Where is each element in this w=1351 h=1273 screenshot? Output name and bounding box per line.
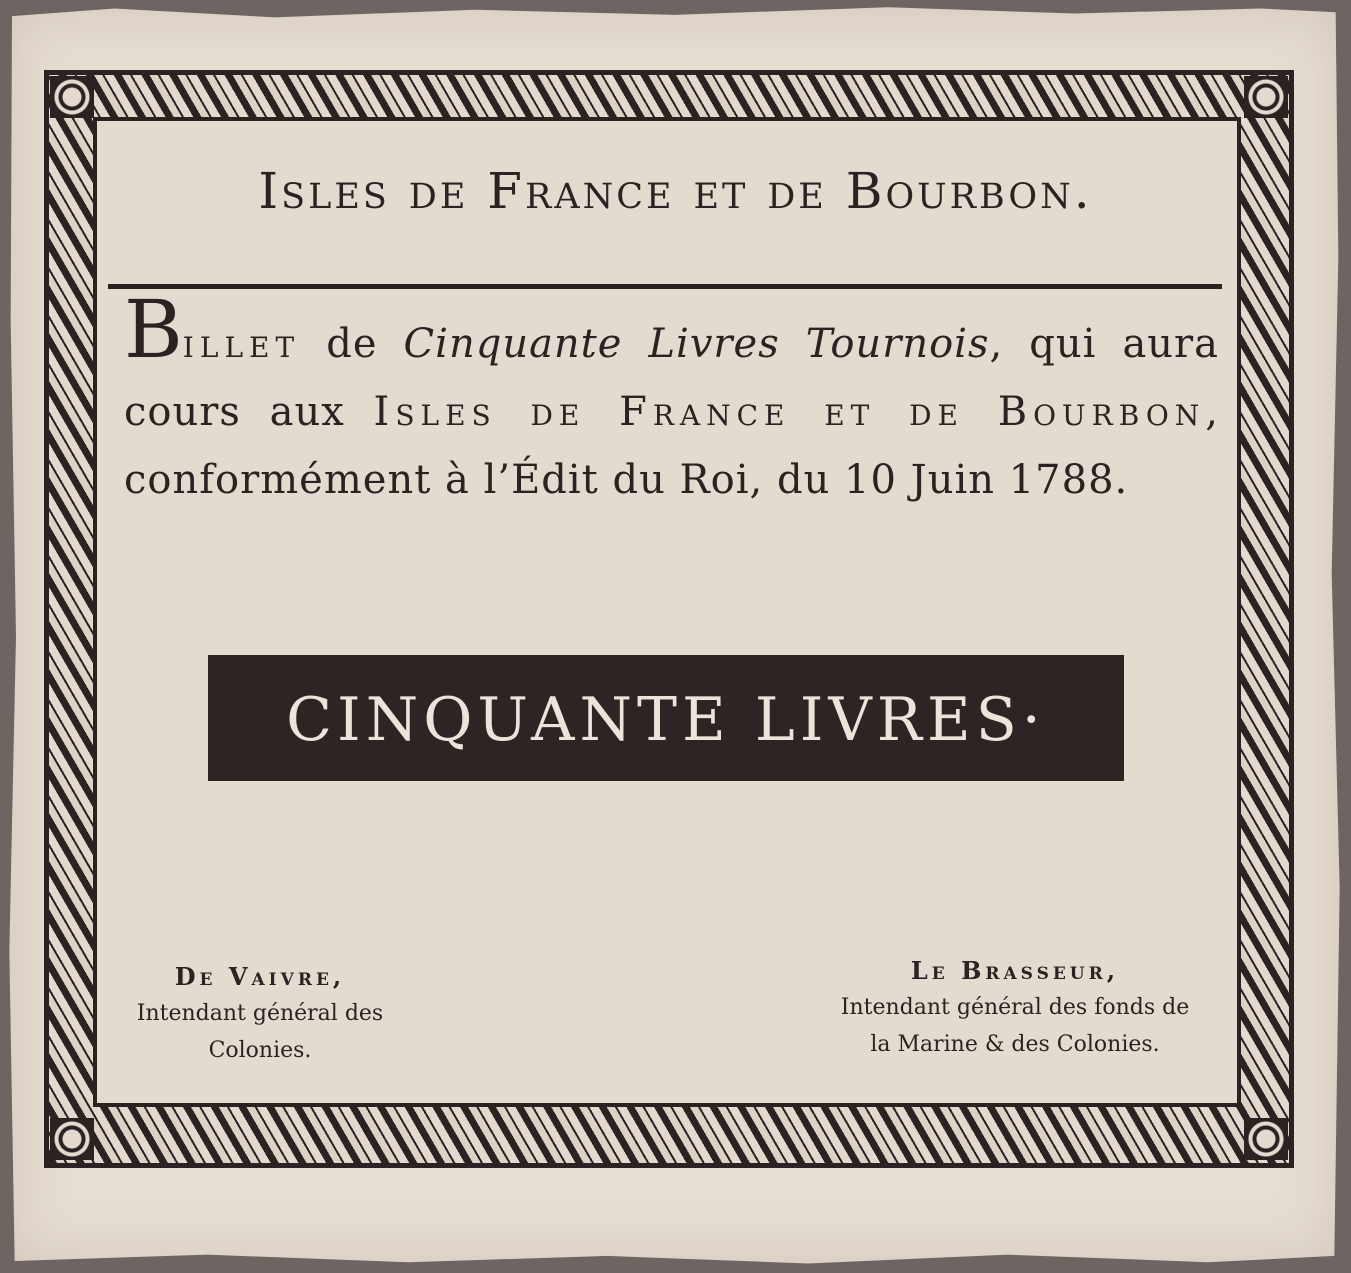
denomination-banner (208, 655, 1124, 781)
note-text (124, 283, 1220, 514)
circulation-text-start: qui aura cours aux (124, 321, 1220, 435)
denomination-italic: Cinquante Livres Tournois (403, 321, 990, 367)
corner-ornament-icon (50, 76, 94, 118)
corner-ornament-icon (1244, 1118, 1288, 1160)
signatory-title-left-2: Colonies. (208, 1038, 312, 1063)
signature-left (100, 958, 420, 1069)
billet-comma: , (989, 321, 1004, 367)
corner-ornament-icon (1244, 76, 1288, 118)
signature-right (800, 952, 1230, 1063)
billet-initial: B (124, 283, 183, 376)
banner-text: CINQUANTE LIVRES· (286, 685, 1046, 755)
signatory-name-left: De Vaivre, (174, 962, 346, 991)
heading-rule (108, 284, 1222, 289)
signatory-title-right-1: Intendant général des fonds de (840, 995, 1190, 1020)
signatory-title-left-1: Intendant général des (136, 1001, 384, 1026)
signatory-title-right-2: la Marine & des Colonies. (870, 1032, 1160, 1057)
billet-de: de (326, 321, 378, 367)
corner-ornament-icon (50, 1118, 94, 1160)
note-heading: Isles de France et de Bourbon. (258, 162, 1093, 220)
billet-word (124, 283, 301, 376)
signatory-name-right: Le Brasseur, (910, 956, 1120, 985)
billet-rest: illet (182, 321, 301, 367)
isles-name: Isles de France et de Bourbon (373, 389, 1206, 435)
circulation-text-end: , conformément à l’Édit du Roi, du 10 Juin 1788. (124, 389, 1219, 503)
